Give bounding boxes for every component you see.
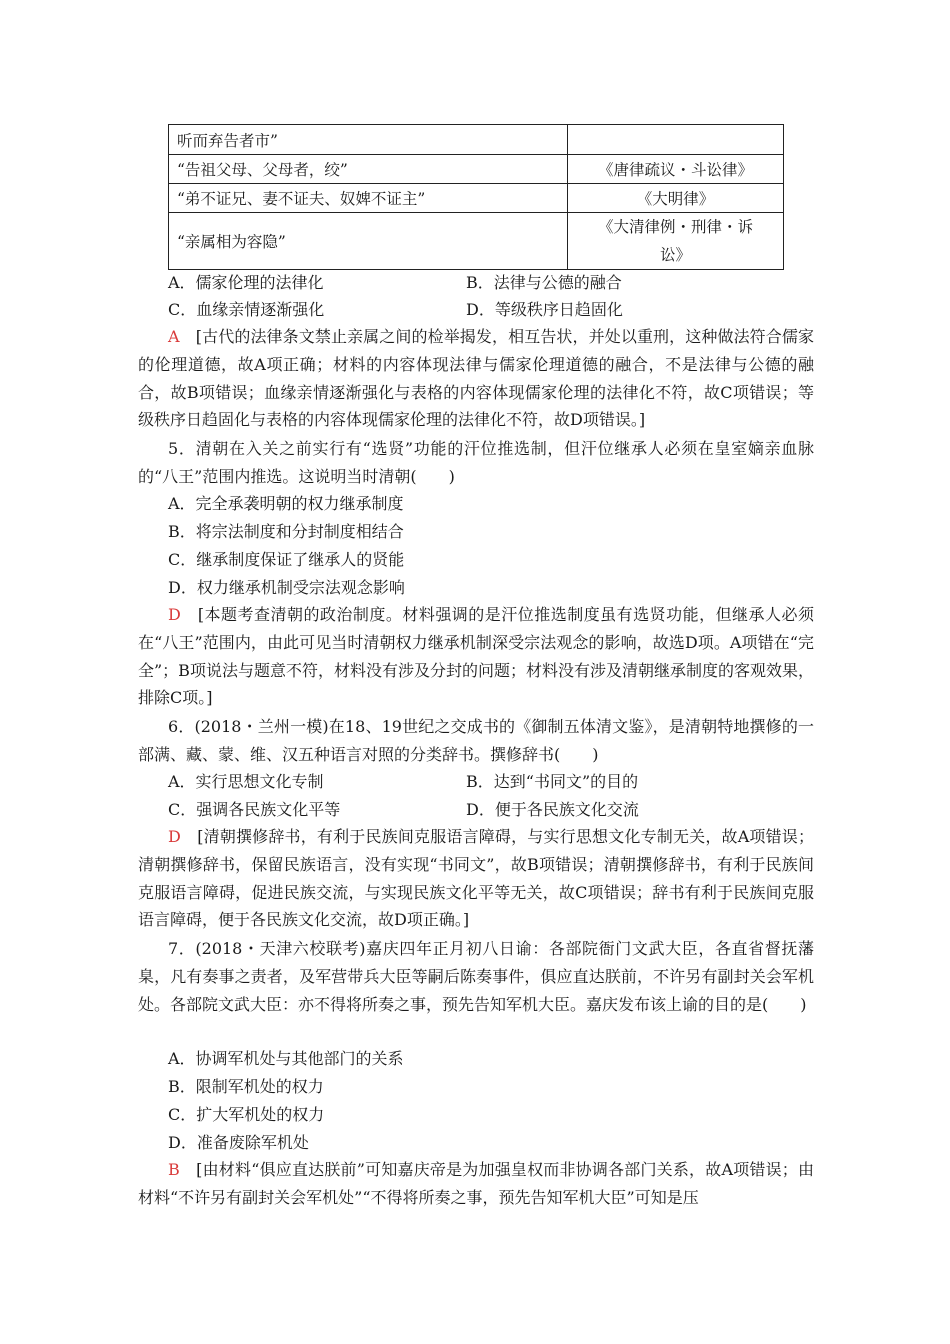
table-row (169, 155, 784, 184)
option-c: C．扩大军机处的权力 (168, 1105, 325, 1124)
option-b: B．将宗法制度和分封制度相结合 (168, 522, 404, 541)
q6-stem (138, 713, 814, 769)
table-quote: 听而弃告者市” (169, 125, 568, 155)
table-source (568, 213, 784, 270)
explanation-text: [本题考查清朝的政治制度。材料强调的是汗位推选制度虽有选贤功能，但继承人必须在“八王”范围内，由此可见当时清朝权力继承机制深受宗法观念的影响，故选D项。A项错在“完全”；B项说法与题意不符，材料没有涉及分封的问题；材料没有涉及清朝继承制度的客观效果，排除C项。] (138, 605, 814, 708)
question-text: 6．(2018・兰州一模)在18、19世纪之交成书的《御制五体清文鉴》，是清朝特地撰修的一部满、藏、蒙、维、汉五种语言对照的分类辞书。撰修辞书( ) (138, 717, 814, 764)
answer-letter: D (168, 605, 181, 624)
option-a: A．完全承袭明朝的权力继承制度 (168, 494, 404, 513)
q5-explanation-block (138, 601, 814, 712)
answer-letter: D (168, 827, 181, 846)
table-source: 《唐律疏议・斗讼律》 (568, 155, 784, 184)
table-source-line: 《大清律例・刑律・诉 (597, 218, 753, 236)
q5-stem (138, 435, 814, 491)
table-source: 《大明律》 (568, 184, 784, 213)
q7-stem (138, 935, 814, 1018)
q6-explanation-block (138, 823, 814, 934)
option-b: B．法律与公德的融合 (466, 273, 622, 292)
option-a: A．儒家伦理的法律化 (168, 273, 324, 292)
question-text: 5．清朝在入关之前实行有“选贤”功能的汗位推选制，但汗位继承人必须在皇室嫡亲血脉的“八王”范围内推选。这说明当时清朝( ) (138, 439, 814, 486)
option-a: A．实行思想文化专制 (168, 772, 324, 791)
table-row (169, 184, 784, 213)
table-quote: “弟不证兄、妻不证夫、奴婢不证主” (169, 184, 568, 213)
explanation-text: [由材料“俱应直达朕前”可知嘉庆帝是为加强皇权而非协调各部门关系，故A项错误；由材料“不许另有副封关会军机处”“不得将所奏之事，预先告知军机大臣”可知是压 (138, 1160, 814, 1207)
table-row (169, 213, 784, 270)
option-d: D．权力继承机制受宗法观念影响 (168, 578, 405, 597)
table-quote: “亲属相为容隐” (169, 213, 568, 270)
answer-letter: B (168, 1160, 180, 1179)
option-d: D．便于各民族文化交流 (466, 800, 639, 819)
question-text: 7．(2018・天津六校联考)嘉庆四年正月初八日谕：各部院衙门文武大臣，各直省督抚藩臬，凡有奏事之责者，及军营带兵大臣等嗣后陈奏事件，俱应直达朕前，不许另有副封关会军机处。各部院文武大臣：亦不得将所奏之事，预先告知军机大臣。嘉庆发布该上谕的目的是( ) (138, 939, 814, 1014)
law-table (168, 124, 784, 270)
option-d: D．等级秩序日趋固化 (466, 300, 623, 319)
explanation-text: [古代的法律条文禁止亲属之间的检举揭发，相互告状，并处以重刑，这种做法符合儒家的伦理道德，故A项正确；材料的内容体现法律与儒家伦理道德的融合，不是法律与公德的融合，故B项错误；血缘亲情逐渐强化与表格的内容体现儒家伦理的法律化不符，故C项错误；等级秩序日趋固化与表格的内容体现儒家伦理的法律化不符，故D项错误。] (138, 327, 814, 430)
table-source-line: 讼》 (659, 246, 691, 264)
explanation-text: [清朝撰修辞书，有利于民族间克服语言障碍，与实行思想文化专制无关，故A项错误；清朝撰修辞书，保留民族语言，没有实现“书同文”，故B项错误；清朝撰修辞书，有利于民族间克服语言障碍，促进民族交流，与实现民族文化平等无关，故C项错误；辞书有利于民族间克服语言障碍，便于各民族文化交流，故D项正确。] (138, 827, 814, 930)
table-source (568, 125, 784, 155)
table-quote: “告祖父母、父母者，绞” (169, 155, 568, 184)
option-c: C．继承制度保证了继承人的贤能 (168, 550, 405, 569)
option-b: B．达到“书同文”的目的 (466, 772, 639, 791)
q7-explanation-block (138, 1156, 814, 1212)
q4-explanation-block (138, 323, 814, 434)
option-b: B．限制军机处的权力 (168, 1077, 324, 1096)
option-c: C．强调各民族文化平等 (168, 800, 341, 819)
option-a: A．协调军机处与其他部门的关系 (168, 1049, 404, 1068)
option-c: C．血缘亲情逐渐强化 (168, 300, 325, 319)
option-d: D．准备废除军机处 (168, 1133, 309, 1152)
answer-letter: A (168, 327, 180, 346)
table-row (169, 125, 784, 155)
